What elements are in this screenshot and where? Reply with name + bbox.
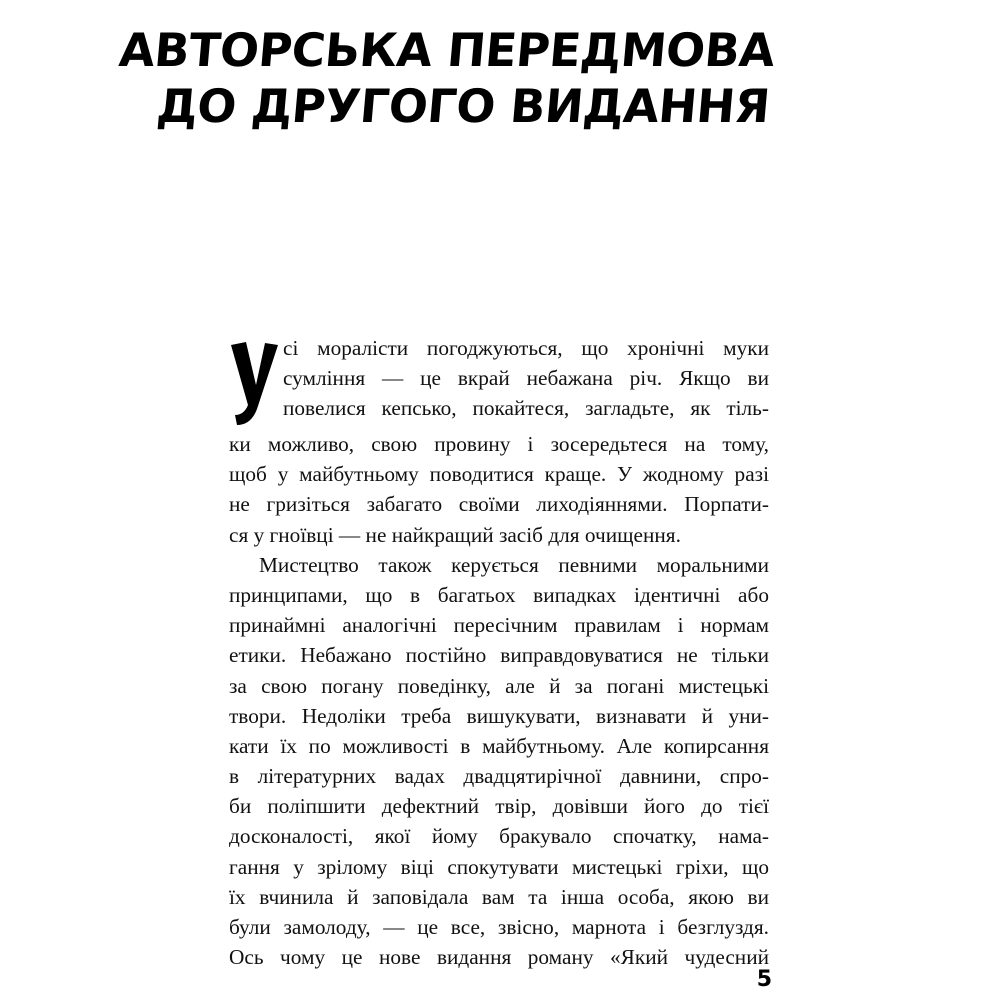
- chapter-title: [112, 22, 777, 134]
- text-line: ся у гноївці — не найкращий засіб для очищення.: [229, 522, 681, 547]
- text-line: принципами, що в багатьох випадках ідентичні або: [229, 582, 769, 607]
- text-line: ки можливо, свою провину і зосередьтеся на тому,: [229, 432, 769, 456]
- text-line: принаймні аналогічні пересічним правилам і нормам: [229, 613, 769, 638]
- text-line: гання у зрілому віці спокутувати мистецькі гріхи, що: [229, 854, 769, 879]
- paragraph-2: [229, 550, 769, 973]
- text-line: не гризіться забагато своїми лиходіяннями. Порпати-: [229, 492, 769, 517]
- page-number: 5: [756, 967, 772, 992]
- paragraph-1: [229, 333, 769, 550]
- drop-cap-letter: [129, 239, 279, 429]
- chapter-title-line-1: АВТОРСЬКА ПЕРЕДМОВА: [117, 23, 777, 77]
- text-line: кати їх по можливості в майбутньому. Але копирсання: [229, 733, 769, 758]
- text-line: сі моралісти погоджуються, що хронічні муки: [283, 336, 769, 360]
- text-line: сумління — це вкрай небажана річ. Якщо ви: [283, 366, 769, 391]
- text-line: за свою погану поведінку, але й за погані мистецькі: [229, 673, 769, 698]
- text-line: були замолоду, — це все, звісно, марнота і безглуздя.: [229, 915, 769, 939]
- body-text: [129, 239, 769, 972]
- chapter-title-line-2: ДО ДРУГОГО ВИДАННЯ: [154, 79, 772, 133]
- text-line: Ось чому це нове видання роману «Який чудесний: [229, 945, 769, 970]
- text-line: їх вчинила й заповідала вам та інша особа, якою ви: [229, 884, 769, 909]
- svg-text:У: У: [129, 239, 130, 240]
- text-line: щоб у майбутньому поводитися краще. У жодному разі: [229, 462, 769, 487]
- text-line: повелися кепсько, покайтеся, загладьте, як тіль-: [283, 396, 769, 421]
- text-line: в літературних вадах двадцятирічної давнини, спро-: [229, 764, 769, 789]
- text-line: досконалості, якої йому бракувало спочатку, нама-: [229, 824, 769, 849]
- text-line: Мистецтво також керується певними моральними: [259, 552, 769, 577]
- text-line: твори. Недоліки треба вишукувати, визнавати й уни-: [229, 703, 769, 728]
- text-line: би поліпшити дефектний твір, довівши його до тієї: [229, 794, 769, 819]
- text-line: етики. Небажано постійно виправдовуватися не тільки: [229, 643, 769, 668]
- drop-cap: [129, 239, 279, 429]
